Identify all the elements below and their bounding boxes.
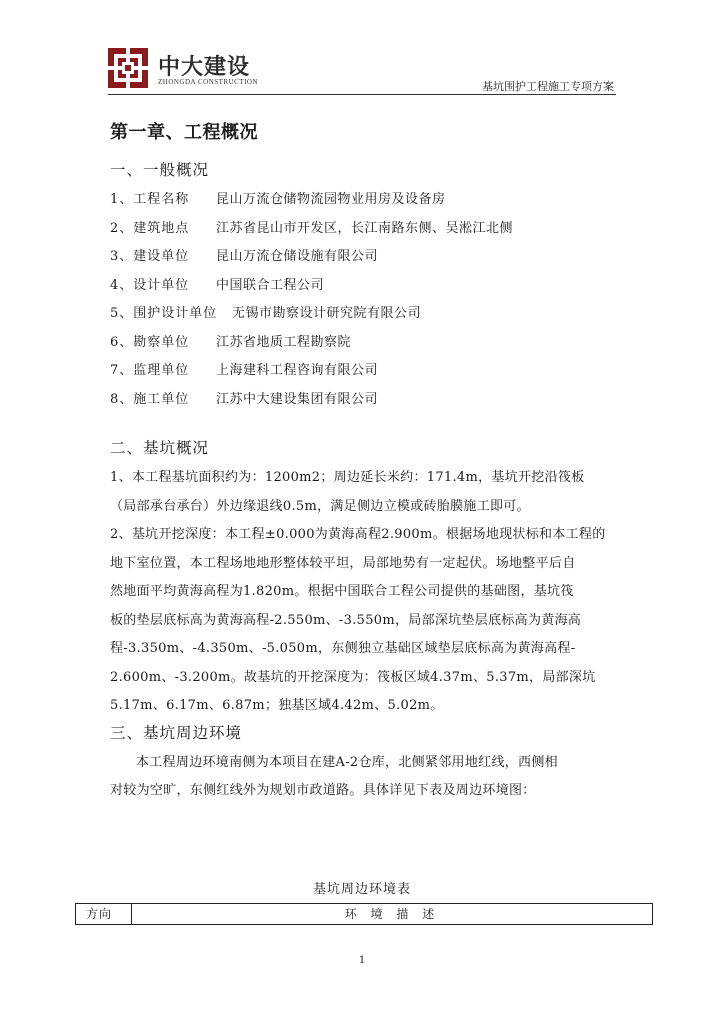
paragraph-line: 板的垫层底标高为黄海高程-2.550m、-3.550m，局部深坑垫层底标高为黄海高 [110, 612, 582, 628]
company-logo-icon [108, 48, 148, 88]
paragraph-line: 本工程周边环境南侧为本项目在建A-2仓库，北侧紧邻用地红线，西侧相 [136, 754, 558, 770]
logo-english-name: ZHONGDA CONSTRUCTION [158, 78, 259, 86]
paragraph-line: 2.600m、-3.200m。故基坑的开挖深度为：筏板区域4.37m、5.37m，局部深坑 [110, 669, 596, 685]
chapter-title: 第一章、工程概况 [110, 122, 258, 143]
table-caption: 基坑周边环境表 [312, 882, 411, 897]
item-value: 江苏中大建设集团有限公司 [216, 391, 379, 407]
section-environment-title: 三、基坑周边环境 [110, 723, 243, 742]
list-item [110, 329, 618, 358]
column-header-direction: 方向 [76, 904, 132, 924]
item-key: 5、围护设计单位 [110, 306, 218, 321]
logo-chinese-name: 中大建设 [158, 55, 251, 80]
paragraph-line: 地下室位置，本工程场地地形整体较平坦，局部地势有一定起伏。场地整平后自 [110, 555, 576, 571]
page-header [108, 44, 616, 96]
list-item [110, 215, 618, 244]
item-key: 7、监理单位 [110, 363, 190, 378]
item-key: 6、勘察单位 [110, 334, 190, 350]
item-value: 江苏省地质工程勘察院 [216, 334, 352, 350]
column-header-description: 环 境 描 述 [344, 907, 440, 921]
pit-description [110, 464, 618, 721]
environment-description [110, 749, 618, 806]
item-value: 昆山万流仓储设施有限公司 [216, 249, 379, 264]
list-item [110, 272, 618, 301]
paragraph-line: 程-3.350m、-4.350m、-5.050m，东侧独立基础区域垫层底标高为黄海高程- [110, 641, 576, 656]
paragraph-line: 1、本工程基坑面积约为：1200m2；周边延长米约：171.4m，基坑开挖沿筏板 [110, 470, 585, 485]
item-key: 2、建筑地点 [110, 220, 190, 236]
list-item [110, 300, 618, 329]
section-general-title: 一、一般概况 [110, 161, 210, 179]
environment-table-header [75, 903, 653, 925]
item-value: 上海建科工程咨询有限公司 [216, 363, 379, 378]
header-divider [108, 94, 616, 95]
paragraph-line: 然地面平均黄海高程为1.820m。根据中国联合工程公司提供的基础图，基坑筏 [110, 584, 574, 599]
list-item [110, 186, 618, 215]
item-value: 昆山万流仓储物流园物业用房及设备房 [216, 192, 446, 207]
item-value: 中国联合工程公司 [216, 277, 325, 293]
list-item [110, 243, 618, 272]
list-item [110, 386, 618, 415]
paragraph-line: 2、基坑开挖深度：本工程±0.000为黄海高程2.900m。根据场地现状标和本工程的 [110, 527, 606, 542]
section-pit-title: 二、基坑概况 [110, 439, 210, 457]
paragraph-line: 5.17m、6.17m、6.87m；独基区域4.42m、5.02m。 [110, 698, 444, 713]
document-body [110, 118, 618, 806]
paragraph-line: 对较为空旷，东侧红线外为规划市政道路。具体详见下表及周边环境图： [110, 783, 536, 798]
document-title: 基坑围护工程施工专项方案 [482, 80, 614, 93]
page-number: 1 [358, 955, 366, 966]
item-value: 无锡市勘察设计研究院有限公司 [232, 306, 422, 321]
list-item [110, 357, 618, 386]
item-value: 江苏省昆山市开发区，长江南路东侧、吴淞江北侧 [216, 220, 514, 236]
general-info-list [110, 186, 618, 414]
item-key: 4、设计单位 [110, 277, 190, 293]
item-key: 1、工程名称 [110, 192, 190, 207]
item-key: 8、施工单位 [110, 391, 190, 407]
item-key: 3、建设单位 [110, 249, 190, 264]
paragraph-line: （局部承台承台）外边缘退线0.5m，满足侧边立模或砖胎膜施工即可。 [110, 498, 530, 514]
